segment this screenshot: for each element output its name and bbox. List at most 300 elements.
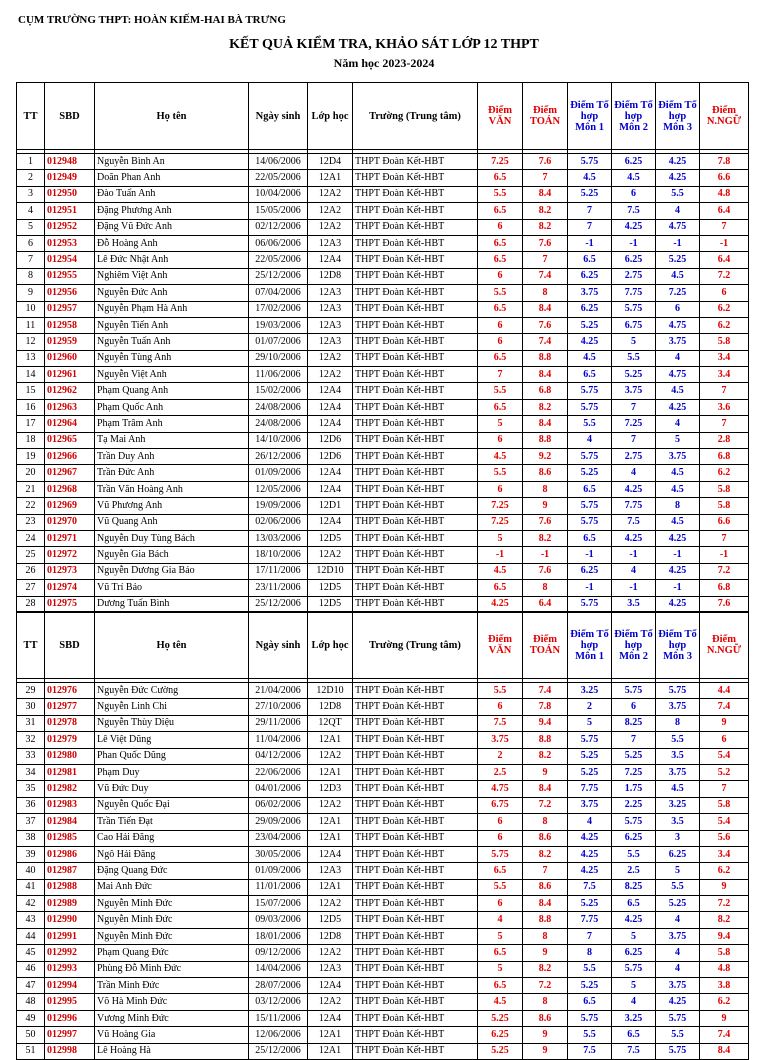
class-name: 12A4 bbox=[308, 465, 353, 481]
candidate-number: 012993 bbox=[45, 961, 95, 977]
class-name: 12A1 bbox=[308, 732, 353, 748]
score-combo-2: 6 bbox=[612, 699, 656, 715]
results-table-2 bbox=[16, 611, 749, 1060]
date-of-birth: 13/03/2006 bbox=[249, 530, 308, 546]
candidate-number: 012977 bbox=[45, 699, 95, 715]
student-name: Đỗ Hoàng Anh bbox=[95, 235, 249, 251]
score-toan: 8.6 bbox=[523, 465, 568, 481]
score-combo-2: 4.25 bbox=[612, 481, 656, 497]
table-row bbox=[17, 879, 749, 895]
table-row bbox=[17, 814, 749, 830]
score-toan: 8.6 bbox=[523, 879, 568, 895]
candidate-number: 012961 bbox=[45, 367, 95, 383]
class-name: 12A4 bbox=[308, 514, 353, 530]
row-number: 40 bbox=[17, 863, 45, 879]
row-number: 44 bbox=[17, 928, 45, 944]
date-of-birth: 25/12/2006 bbox=[249, 1043, 308, 1059]
score-foreign-language: 6.8 bbox=[700, 580, 749, 596]
date-of-birth: 18/01/2006 bbox=[249, 928, 308, 944]
score-combo-1: 6.5 bbox=[568, 530, 612, 546]
score-combo-3: 4 bbox=[656, 416, 700, 432]
score-combo-1: 4.5 bbox=[568, 350, 612, 366]
row-number: 8 bbox=[17, 268, 45, 284]
score-combo-3: 5.75 bbox=[656, 1043, 700, 1059]
column-header-toan: Điểm TOÁN bbox=[523, 83, 568, 150]
class-name: 12A4 bbox=[308, 252, 353, 268]
table-row bbox=[17, 530, 749, 546]
score-toan: 7.2 bbox=[523, 978, 568, 994]
score-van: 2 bbox=[478, 748, 523, 764]
class-name: 12A3 bbox=[308, 285, 353, 301]
class-name: 12A2 bbox=[308, 203, 353, 219]
school-name: THPT Đoàn Kết-HBT bbox=[353, 563, 478, 579]
score-combo-3: 4 bbox=[656, 350, 700, 366]
score-toan: 8.8 bbox=[523, 350, 568, 366]
row-number: 29 bbox=[17, 683, 45, 699]
date-of-birth: 14/10/2006 bbox=[249, 432, 308, 448]
table-row bbox=[17, 830, 749, 846]
candidate-number: 012949 bbox=[45, 170, 95, 186]
score-van: 2.5 bbox=[478, 764, 523, 780]
score-combo-3: 5.75 bbox=[656, 1010, 700, 1026]
score-combo-3: -1 bbox=[656, 580, 700, 596]
table-row bbox=[17, 797, 749, 813]
table-row bbox=[17, 928, 749, 944]
score-foreign-language: 6.6 bbox=[700, 514, 749, 530]
score-combo-1: 5.75 bbox=[568, 498, 612, 514]
student-name: Nguyễn Tiến Anh bbox=[95, 317, 249, 333]
date-of-birth: 25/12/2006 bbox=[249, 596, 308, 612]
score-van: 5 bbox=[478, 530, 523, 546]
score-foreign-language: 6 bbox=[700, 285, 749, 301]
school-name: THPT Đoàn Kết-HBT bbox=[353, 1043, 478, 1059]
candidate-number: 012948 bbox=[45, 154, 95, 170]
student-name: Vũ Trí Bảo bbox=[95, 580, 249, 596]
score-combo-1: 4 bbox=[568, 814, 612, 830]
score-combo-2: 2.5 bbox=[612, 863, 656, 879]
student-name: Nguyễn Minh Đức bbox=[95, 896, 249, 912]
score-foreign-language: 7.6 bbox=[700, 596, 749, 612]
candidate-number: 012962 bbox=[45, 383, 95, 399]
class-name: 12D5 bbox=[308, 530, 353, 546]
date-of-birth: 25/12/2006 bbox=[249, 268, 308, 284]
row-number: 10 bbox=[17, 301, 45, 317]
school-name: THPT Đoàn Kết-HBT bbox=[353, 301, 478, 317]
row-number: 43 bbox=[17, 912, 45, 928]
score-combo-3: 3.75 bbox=[656, 699, 700, 715]
candidate-number: 012970 bbox=[45, 514, 95, 530]
candidate-number: 012969 bbox=[45, 498, 95, 514]
row-number: 50 bbox=[17, 1027, 45, 1043]
score-combo-3: 5.5 bbox=[656, 732, 700, 748]
score-combo-3: 5.5 bbox=[656, 186, 700, 202]
candidate-number: 012968 bbox=[45, 481, 95, 497]
score-toan: 8.2 bbox=[523, 846, 568, 862]
score-combo-1: 5.25 bbox=[568, 186, 612, 202]
student-name: Nguyễn Thùy Diệu bbox=[95, 715, 249, 731]
table-row bbox=[17, 863, 749, 879]
date-of-birth: 07/04/2006 bbox=[249, 285, 308, 301]
score-combo-2: 2.25 bbox=[612, 797, 656, 813]
score-combo-3: 8 bbox=[656, 715, 700, 731]
score-combo-3: 4.5 bbox=[656, 514, 700, 530]
score-toan: 7.6 bbox=[523, 563, 568, 579]
candidate-number: 012992 bbox=[45, 945, 95, 961]
score-combo-1: 4.25 bbox=[568, 830, 612, 846]
date-of-birth: 04/01/2006 bbox=[249, 781, 308, 797]
score-combo-2: 7 bbox=[612, 432, 656, 448]
row-number: 7 bbox=[17, 252, 45, 268]
score-van: 5.25 bbox=[478, 1010, 523, 1026]
score-combo-3: 3 bbox=[656, 830, 700, 846]
score-foreign-language: 6.2 bbox=[700, 317, 749, 333]
row-number: 20 bbox=[17, 465, 45, 481]
table-row bbox=[17, 268, 749, 284]
score-combo-2: 2.75 bbox=[612, 449, 656, 465]
score-van: 6 bbox=[478, 896, 523, 912]
score-foreign-language: 2.8 bbox=[700, 432, 749, 448]
score-combo-2: 6.25 bbox=[612, 830, 656, 846]
date-of-birth: 28/07/2006 bbox=[249, 978, 308, 994]
score-van: 6.5 bbox=[478, 945, 523, 961]
score-foreign-language: 6 bbox=[700, 732, 749, 748]
score-foreign-language: 7 bbox=[700, 530, 749, 546]
student-name: Mai Anh Đức bbox=[95, 879, 249, 895]
candidate-number: 012954 bbox=[45, 252, 95, 268]
column-header-m2: Điểm Tổ hợp Môn 2 bbox=[612, 83, 656, 150]
score-combo-3: 6.25 bbox=[656, 846, 700, 862]
score-combo-2: 6.25 bbox=[612, 252, 656, 268]
score-van: 5.5 bbox=[478, 683, 523, 699]
column-header-ngu: Điểm N.NGỮ bbox=[700, 83, 749, 150]
column-header-dob: Ngày sinh bbox=[249, 83, 308, 150]
date-of-birth: 27/10/2006 bbox=[249, 699, 308, 715]
date-of-birth: 02/12/2006 bbox=[249, 219, 308, 235]
score-combo-2: 6 bbox=[612, 186, 656, 202]
table-row bbox=[17, 449, 749, 465]
school-name: THPT Đoàn Kết-HBT bbox=[353, 235, 478, 251]
date-of-birth: 02/06/2006 bbox=[249, 514, 308, 530]
score-combo-2: 1.75 bbox=[612, 781, 656, 797]
row-number: 35 bbox=[17, 781, 45, 797]
score-toan: 8.6 bbox=[523, 1010, 568, 1026]
score-combo-3: 5 bbox=[656, 863, 700, 879]
score-foreign-language: 7 bbox=[700, 781, 749, 797]
student-name: Nguyễn Đức Anh bbox=[95, 285, 249, 301]
score-van: -1 bbox=[478, 547, 523, 563]
score-combo-2: 3.75 bbox=[612, 383, 656, 399]
row-number: 14 bbox=[17, 367, 45, 383]
candidate-number: 012998 bbox=[45, 1043, 95, 1059]
score-van: 6 bbox=[478, 219, 523, 235]
student-name: Trần Đức Anh bbox=[95, 465, 249, 481]
class-name: 12D6 bbox=[308, 449, 353, 465]
score-foreign-language: 4.8 bbox=[700, 186, 749, 202]
row-number: 24 bbox=[17, 530, 45, 546]
score-foreign-language: 5.8 bbox=[700, 481, 749, 497]
row-number: 39 bbox=[17, 846, 45, 862]
score-van: 6.25 bbox=[478, 1027, 523, 1043]
school-name: THPT Đoàn Kết-HBT bbox=[353, 367, 478, 383]
student-name: Võ Hà Minh Đức bbox=[95, 994, 249, 1010]
candidate-number: 012955 bbox=[45, 268, 95, 284]
column-header-name: Họ tên bbox=[95, 83, 249, 150]
score-van: 6 bbox=[478, 699, 523, 715]
score-combo-2: 3.5 bbox=[612, 596, 656, 612]
table-row bbox=[17, 350, 749, 366]
score-van: 4.25 bbox=[478, 596, 523, 612]
table-row bbox=[17, 219, 749, 235]
score-van: 4.5 bbox=[478, 994, 523, 1010]
column-header-van: Điểm VĂN bbox=[478, 83, 523, 150]
candidate-number: 012957 bbox=[45, 301, 95, 317]
table-row bbox=[17, 563, 749, 579]
date-of-birth: 11/04/2006 bbox=[249, 732, 308, 748]
student-name: Nguyễn Quốc Đại bbox=[95, 797, 249, 813]
score-toan: 8.4 bbox=[523, 367, 568, 383]
score-foreign-language: 6.2 bbox=[700, 863, 749, 879]
score-foreign-language: -1 bbox=[700, 547, 749, 563]
school-name: THPT Đoàn Kết-HBT bbox=[353, 1027, 478, 1043]
student-name: Đào Tuấn Anh bbox=[95, 186, 249, 202]
student-name: Nguyễn Đức Cường bbox=[95, 683, 249, 699]
row-number: 4 bbox=[17, 203, 45, 219]
class-name: 12A2 bbox=[308, 219, 353, 235]
score-combo-1: 5.75 bbox=[568, 449, 612, 465]
date-of-birth: 26/12/2006 bbox=[249, 449, 308, 465]
column-header-dob: Ngày sinh bbox=[249, 612, 308, 679]
school-name: THPT Đoàn Kết-HBT bbox=[353, 268, 478, 284]
date-of-birth: 06/06/2006 bbox=[249, 235, 308, 251]
score-combo-1: 5 bbox=[568, 715, 612, 731]
column-header-tt: TT bbox=[17, 612, 45, 679]
candidate-number: 012990 bbox=[45, 912, 95, 928]
school-name: THPT Đoàn Kết-HBT bbox=[353, 961, 478, 977]
score-combo-1: 4.25 bbox=[568, 863, 612, 879]
score-van: 6 bbox=[478, 432, 523, 448]
table-row bbox=[17, 235, 749, 251]
table-row bbox=[17, 912, 749, 928]
score-combo-3: 3.75 bbox=[656, 334, 700, 350]
table-row bbox=[17, 1043, 749, 1059]
score-combo-1: 5.25 bbox=[568, 317, 612, 333]
class-name: 12A1 bbox=[308, 830, 353, 846]
score-foreign-language: 8.2 bbox=[700, 912, 749, 928]
class-name: 12A4 bbox=[308, 416, 353, 432]
score-combo-1: 6.25 bbox=[568, 301, 612, 317]
score-combo-3: 4.5 bbox=[656, 781, 700, 797]
score-combo-1: 5.5 bbox=[568, 961, 612, 977]
class-name: 12A4 bbox=[308, 1010, 353, 1026]
row-number: 32 bbox=[17, 732, 45, 748]
score-combo-3: -1 bbox=[656, 235, 700, 251]
candidate-number: 012997 bbox=[45, 1027, 95, 1043]
table-row bbox=[17, 154, 749, 170]
school-name: THPT Đoàn Kết-HBT bbox=[353, 465, 478, 481]
score-toan: 8.2 bbox=[523, 961, 568, 977]
candidate-number: 012973 bbox=[45, 563, 95, 579]
student-name: Nghiêm Việt Anh bbox=[95, 268, 249, 284]
school-name: THPT Đoàn Kết-HBT bbox=[353, 596, 478, 612]
column-header-ngu: Điểm N.NGỮ bbox=[700, 612, 749, 679]
candidate-number: 012950 bbox=[45, 186, 95, 202]
school-name: THPT Đoàn Kết-HBT bbox=[353, 449, 478, 465]
table-row bbox=[17, 699, 749, 715]
class-name: 12D3 bbox=[308, 781, 353, 797]
student-name: Nguyễn Gia Bách bbox=[95, 547, 249, 563]
date-of-birth: 24/08/2006 bbox=[249, 416, 308, 432]
score-combo-2: 5.5 bbox=[612, 350, 656, 366]
school-name: THPT Đoàn Kết-HBT bbox=[353, 945, 478, 961]
table-row bbox=[17, 1027, 749, 1043]
score-combo-1: 8 bbox=[568, 945, 612, 961]
date-of-birth: 29/10/2006 bbox=[249, 350, 308, 366]
score-combo-2: 5.75 bbox=[612, 961, 656, 977]
row-number: 26 bbox=[17, 563, 45, 579]
candidate-number: 012958 bbox=[45, 317, 95, 333]
student-name: Phạm Duy bbox=[95, 764, 249, 780]
score-van: 6.5 bbox=[478, 235, 523, 251]
score-foreign-language: 7.2 bbox=[700, 268, 749, 284]
candidate-number: 012981 bbox=[45, 764, 95, 780]
score-combo-2: -1 bbox=[612, 235, 656, 251]
date-of-birth: 12/06/2006 bbox=[249, 1027, 308, 1043]
score-toan: 7 bbox=[523, 252, 568, 268]
table-row bbox=[17, 416, 749, 432]
score-combo-3: 4.5 bbox=[656, 465, 700, 481]
date-of-birth: 19/03/2006 bbox=[249, 317, 308, 333]
class-name: 12A2 bbox=[308, 945, 353, 961]
score-combo-1: 7 bbox=[568, 203, 612, 219]
score-van: 7.5 bbox=[478, 715, 523, 731]
score-combo-2: 7.75 bbox=[612, 498, 656, 514]
student-name: Vũ Phương Anh bbox=[95, 498, 249, 514]
table-row bbox=[17, 945, 749, 961]
score-van: 6 bbox=[478, 814, 523, 830]
score-foreign-language: 4.4 bbox=[700, 683, 749, 699]
score-toan: 8.4 bbox=[523, 186, 568, 202]
class-name: 12D4 bbox=[308, 154, 353, 170]
score-toan: 7.6 bbox=[523, 514, 568, 530]
score-combo-2: 7.25 bbox=[612, 764, 656, 780]
score-van: 6.5 bbox=[478, 978, 523, 994]
candidate-number: 012979 bbox=[45, 732, 95, 748]
row-number: 17 bbox=[17, 416, 45, 432]
score-foreign-language: 7.2 bbox=[700, 896, 749, 912]
score-toan: 8 bbox=[523, 285, 568, 301]
table-row bbox=[17, 481, 749, 497]
score-van: 6.5 bbox=[478, 301, 523, 317]
score-toan: 6.4 bbox=[523, 596, 568, 612]
school-name: THPT Đoàn Kết-HBT bbox=[353, 683, 478, 699]
score-combo-3: 4.25 bbox=[656, 530, 700, 546]
column-header-m3: Điểm Tổ hợp Môn 3 bbox=[656, 83, 700, 150]
class-name: 12A2 bbox=[308, 994, 353, 1010]
class-name: 12A2 bbox=[308, 797, 353, 813]
school-name: THPT Đoàn Kết-HBT bbox=[353, 699, 478, 715]
score-combo-2: 7.25 bbox=[612, 416, 656, 432]
school-name: THPT Đoàn Kết-HBT bbox=[353, 383, 478, 399]
table-row bbox=[17, 367, 749, 383]
candidate-number: 012983 bbox=[45, 797, 95, 813]
school-name: THPT Đoàn Kết-HBT bbox=[353, 399, 478, 415]
score-toan: 8.8 bbox=[523, 912, 568, 928]
score-combo-1: 6.25 bbox=[568, 268, 612, 284]
score-toan: 8 bbox=[523, 928, 568, 944]
score-foreign-language: 9 bbox=[700, 715, 749, 731]
date-of-birth: 15/05/2006 bbox=[249, 203, 308, 219]
table-row bbox=[17, 186, 749, 202]
score-combo-3: 4.25 bbox=[656, 154, 700, 170]
date-of-birth: 22/05/2006 bbox=[249, 170, 308, 186]
score-toan: 8.4 bbox=[523, 781, 568, 797]
school-year: Năm học 2023-2024 bbox=[333, 56, 435, 70]
candidate-number: 012994 bbox=[45, 978, 95, 994]
row-number: 2 bbox=[17, 170, 45, 186]
school-name: THPT Đoàn Kết-HBT bbox=[353, 416, 478, 432]
score-combo-3: 4.75 bbox=[656, 367, 700, 383]
class-name: 12A2 bbox=[308, 547, 353, 563]
table-row bbox=[17, 896, 749, 912]
student-name: Phạm Quốc Anh bbox=[95, 399, 249, 415]
score-combo-3: 4.25 bbox=[656, 596, 700, 612]
row-number: 15 bbox=[17, 383, 45, 399]
row-number: 28 bbox=[17, 596, 45, 612]
row-number: 25 bbox=[17, 547, 45, 563]
class-name: 12A3 bbox=[308, 863, 353, 879]
score-foreign-language: 9 bbox=[700, 1010, 749, 1026]
table-row bbox=[17, 465, 749, 481]
class-name: 12D6 bbox=[308, 432, 353, 448]
score-foreign-language: 3.8 bbox=[700, 978, 749, 994]
student-name: Đặng Quang Đức bbox=[95, 863, 249, 879]
score-van: 6 bbox=[478, 830, 523, 846]
score-combo-2: 4.5 bbox=[612, 170, 656, 186]
score-combo-1: 3.75 bbox=[568, 285, 612, 301]
date-of-birth: 04/12/2006 bbox=[249, 748, 308, 764]
score-foreign-language: 6.4 bbox=[700, 203, 749, 219]
row-number: 38 bbox=[17, 830, 45, 846]
score-combo-1: 5.25 bbox=[568, 764, 612, 780]
score-van: 4.5 bbox=[478, 563, 523, 579]
score-combo-3: 6 bbox=[656, 301, 700, 317]
candidate-number: 012952 bbox=[45, 219, 95, 235]
date-of-birth: 21/04/2006 bbox=[249, 683, 308, 699]
table-row bbox=[17, 961, 749, 977]
school-name: THPT Đoàn Kết-HBT bbox=[353, 498, 478, 514]
score-combo-2: 7 bbox=[612, 732, 656, 748]
date-of-birth: 11/06/2006 bbox=[249, 367, 308, 383]
table-row bbox=[17, 683, 749, 699]
score-toan: 8 bbox=[523, 814, 568, 830]
student-name: Lê Hoàng Hà bbox=[95, 1043, 249, 1059]
score-combo-2: 7.75 bbox=[612, 285, 656, 301]
student-name: Nguyễn Dương Gia Bảo bbox=[95, 563, 249, 579]
score-foreign-language: 5.4 bbox=[700, 748, 749, 764]
score-foreign-language: 5.8 bbox=[700, 334, 749, 350]
column-header-cls: Lớp học bbox=[308, 612, 353, 679]
score-combo-2: -1 bbox=[612, 547, 656, 563]
row-number: 6 bbox=[17, 235, 45, 251]
score-combo-2: 4.25 bbox=[612, 530, 656, 546]
student-name: Nguyễn Duy Tùng Bách bbox=[95, 530, 249, 546]
candidate-number: 012996 bbox=[45, 1010, 95, 1026]
column-header-m1: Điểm Tổ hợp Môn 1 bbox=[568, 612, 612, 679]
score-combo-3: 5.25 bbox=[656, 252, 700, 268]
score-toan: 9 bbox=[523, 498, 568, 514]
score-van: 4.75 bbox=[478, 781, 523, 797]
class-name: 12A2 bbox=[308, 748, 353, 764]
